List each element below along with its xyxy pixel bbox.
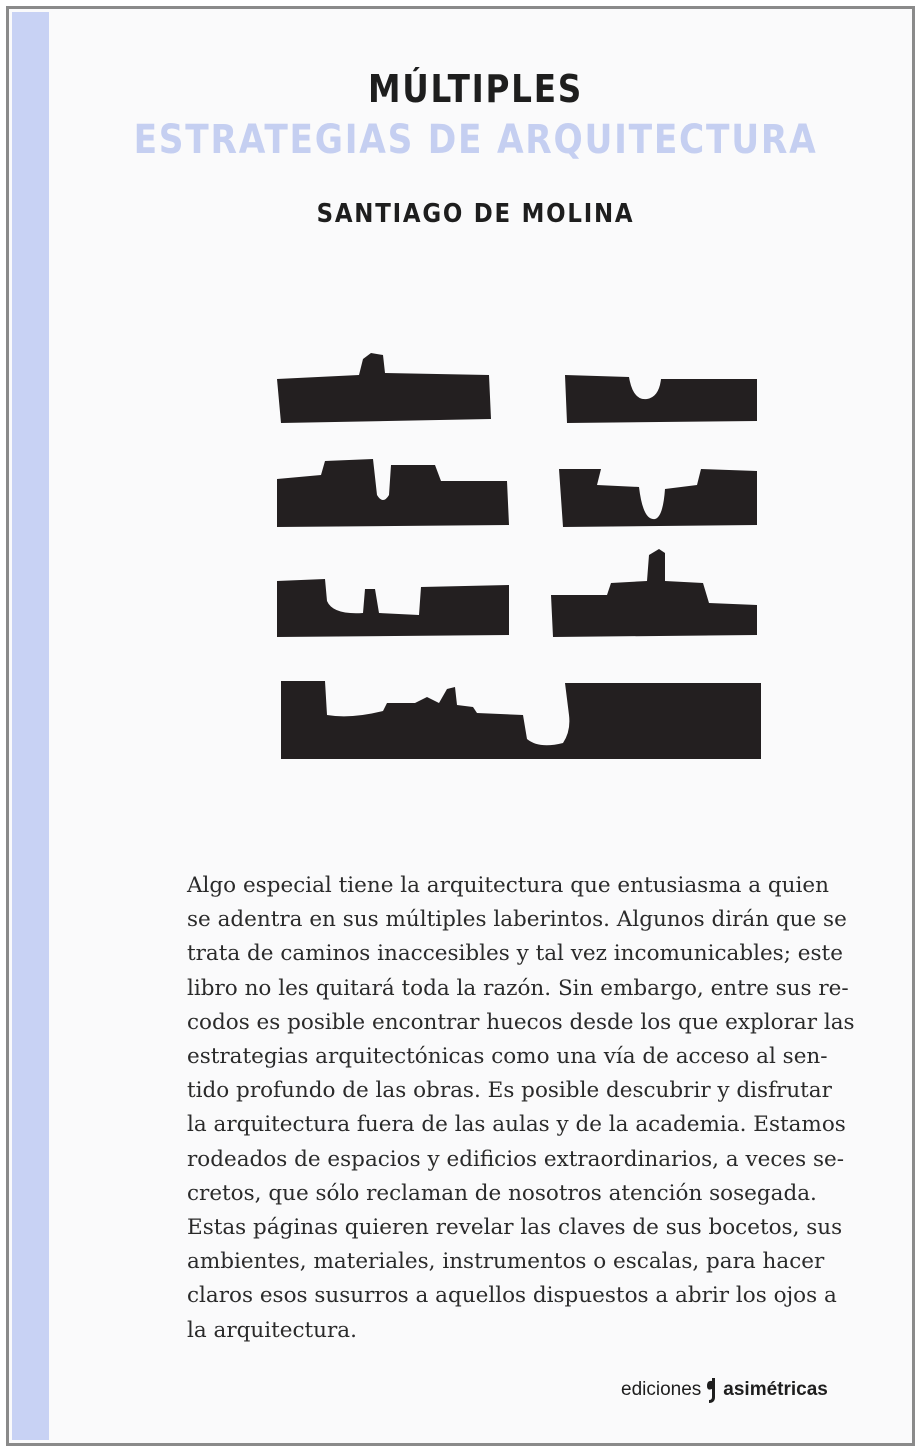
section-shape-4 [559,469,757,527]
blurb-line: tido profundo de las obras. Es posible descubrir y disfrutar [187,1078,832,1104]
book-cover [6,6,915,1446]
blurb-line: trata de caminos inaccesibles y tal vez incomunicables; este [187,941,843,967]
section-shape-5 [277,579,509,637]
blurb-line: libro no les quitará toda la razón. Sin embargo, entre sus re- [187,975,849,1001]
blurb-line: rodeados de espacios y edificios extraordinarios, a veces se- [187,1146,844,1172]
publisher-name: asimétricas [723,1379,828,1400]
blurb-line: Algo especial tiene la arquitectura que entusiasma a quien [187,873,829,898]
section-shape-6 [551,549,757,637]
blurb-line: claros esos susurros a aquellos dispuestos a abrir los ojos a [187,1283,837,1309]
section-shape-2 [565,375,757,423]
publisher-logo [621,1375,828,1405]
publisher-prefix: ediciones [621,1379,702,1400]
back-cover-blurb [187,869,877,1348]
blurb-line: estrategias arquitectónicas como una vía de acceso al sen- [187,1044,828,1070]
title-line-2: ESTRATEGIAS DE ARQUITECTURA [133,117,818,163]
blurb-line: se adentra en sus múltiples laberintos. Algunos dirán que se [187,907,847,933]
author-name: SANTIAGO DE MOLINA [316,199,635,229]
section-shape-1 [277,353,491,423]
section-shape-7 [281,681,761,759]
title-line-1: MÚLTIPLES [367,67,584,111]
publisher-mark-icon [705,1375,721,1405]
blurb-line: Estas páginas quieren revelar las claves de sus bocetos, sus [187,1215,843,1241]
blurb-line: ambientes, materiales, instrumentos o escalas, para hacer [187,1249,825,1275]
section-shape-3 [277,459,509,527]
blurb-line: la arquitectura. [187,1317,357,1343]
blurb-line: la arquitectura fuera de las aulas y de la academia. Estamos [187,1112,846,1138]
blurb-line: cretos, que sólo reclaman de nosotros atención sosegada. [187,1180,817,1206]
architectural-sections-illustration [271,339,771,769]
blurb-line: codos es posible encontrar huecos desde los que explorar las [187,1009,855,1035]
cover-spine-stripe [12,12,49,1440]
